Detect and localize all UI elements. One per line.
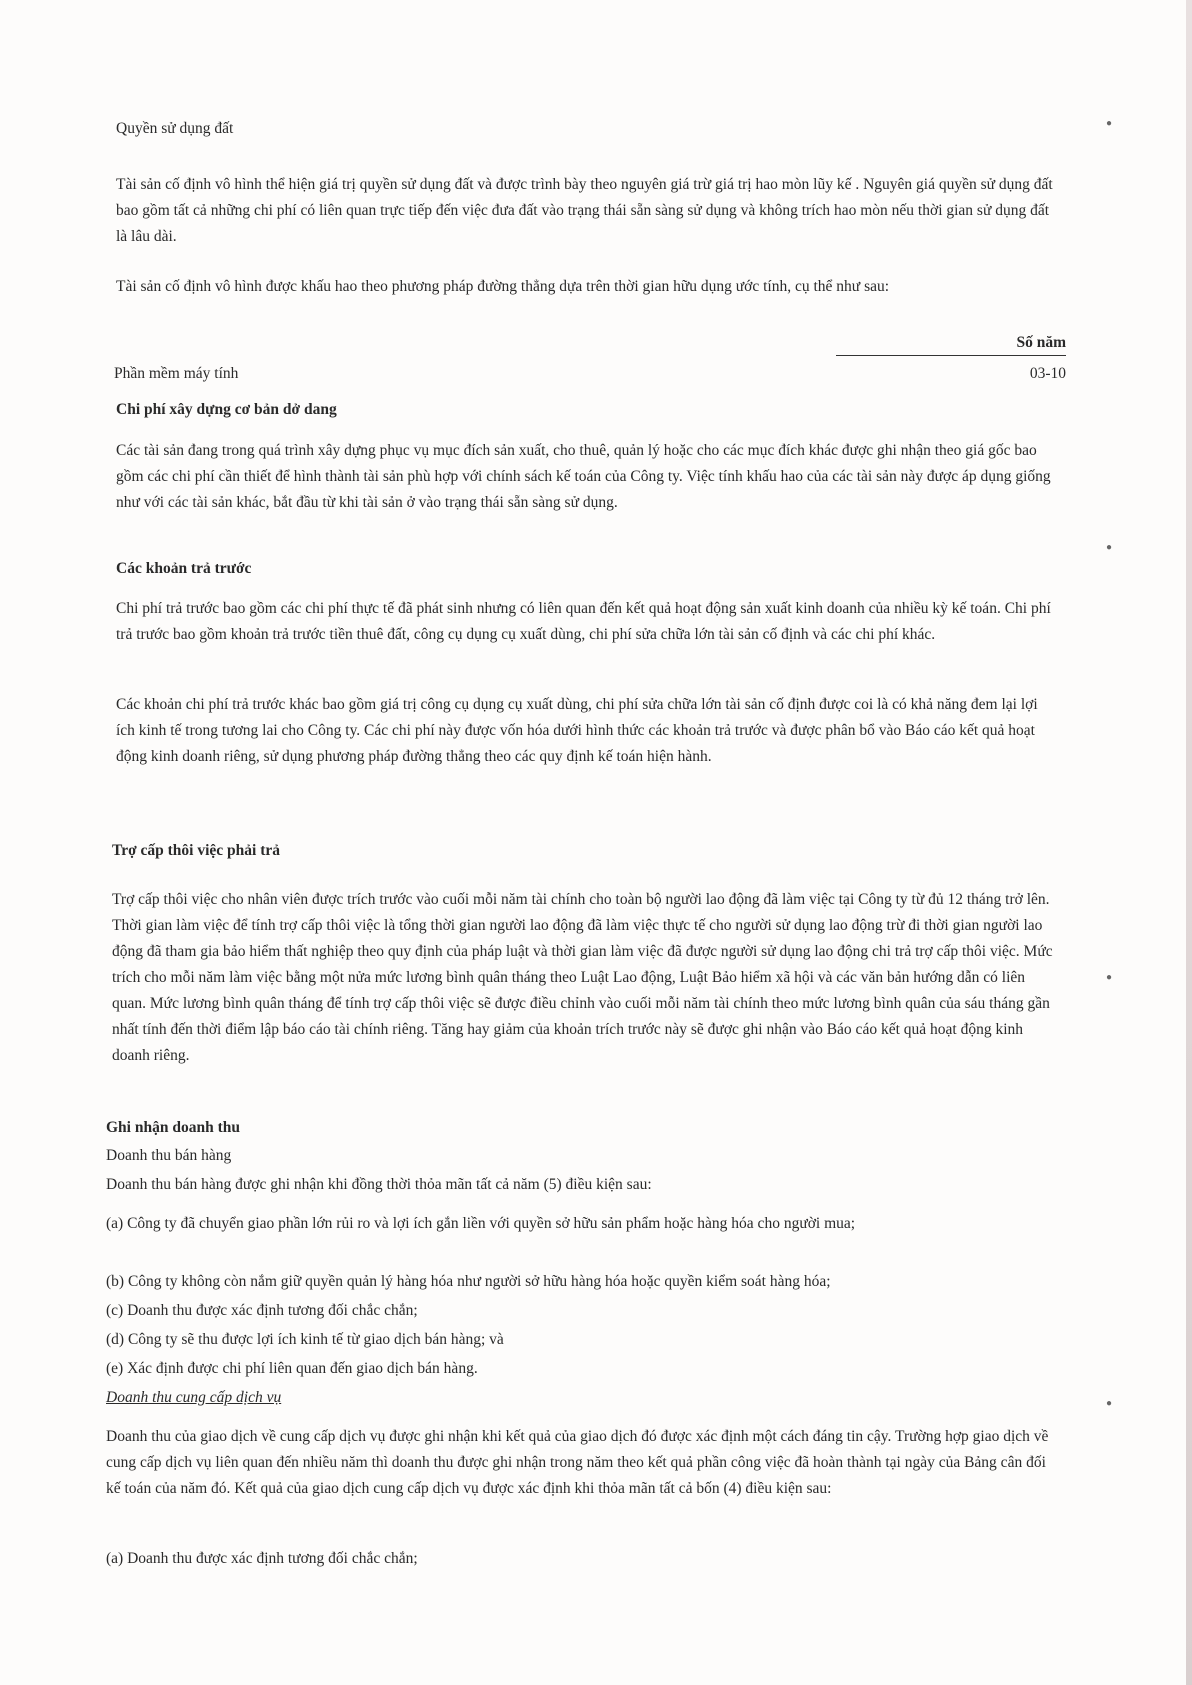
sales-condition-d: (d) Công ty sẽ thu được lợi ích kinh tế từ giao dịch bán hàng; và [106, 1331, 504, 1348]
margin-dot: ● [1105, 542, 1112, 553]
sales-condition-e: (e) Xác định được chi phí liên quan đến giao dịch bán hàng. [106, 1360, 478, 1377]
margin-dot: ● [1105, 1398, 1112, 1409]
software-label: Phần mềm máy tính [114, 365, 239, 382]
page-edge [1186, 0, 1192, 1685]
sales-intro: Doanh thu bán hàng được ghi nhận khi đồng thời thỏa mãn tất cả năm (5) điều kiện sau: [106, 1176, 652, 1193]
years-column-header: Số năm [836, 334, 1066, 356]
sales-condition-a: (a) Công ty đã chuyển giao phần lớn rủi ro và lợi ích gắn liền với quyền sở hữu sản phẩm hoặc hàng hóa cho người mua; [106, 1215, 856, 1232]
construction-paragraph: Các tài sản đang trong quá trình xây dựng phục vụ mục đích sản xuất, cho thuê, quản lý hoặc cho các mục đích khác được ghi nhận theo giá gốc bao gồm các chi phí cần thiết để hình thành tài sản phù hợp với chính sách kế toán của Công ty. Việc tính khấu hao của các tài sản này được áp dụng giống như với các tài sản khác, bắt đầu từ khi tài sản ở vào trạng thái sẵn sàng sử dụng. [116, 442, 1051, 511]
software-years: 03-10 [1029, 365, 1066, 382]
sales-condition-c: (c) Doanh thu được xác định tương đối chắc chắn; [106, 1302, 418, 1319]
construction-heading: Chi phí xây dựng cơ bản dở dang [116, 401, 337, 418]
severance-paragraph: Trợ cấp thôi việc cho nhân viên được trích trước vào cuối mỗi năm tài chính cho toàn bộ người lao động đã làm việc tại Công ty từ đủ 12 tháng trở lên. Thời gian làm việc để tính trợ cấp thôi việc là tổng thời gian người lao động đã làm việc thực tế cho người sử dụng lao động trừ đi thời gian người lao động đã tham gia bảo hiểm thất nghiệp theo quy định của pháp luật và thời gian làm việc đã được người sử dụng lao động chi trả trợ cấp thôi việc. Mức trích cho mỗi năm làm việc bằng một nửa mức lương bình quân tháng theo Luật Lao động, Luật Bảo hiểm xã hội và các văn bản hướng dẫn có liên quan. Mức lương bình quân tháng để tính trợ cấp thôi việc sẽ được điều chỉnh vào cuối mỗi năm tài chính theo mức lương bình quân của sáu tháng gần nhất tính đến thời điểm lập báo cáo tài chính riêng. Tăng hay giảm của khoản trích trước này sẽ được ghi nhận vào Báo cáo kết quả hoạt động kinh doanh riêng. [112, 891, 1053, 1064]
land-use-heading: Quyền sử dụng đất [116, 120, 234, 137]
service-paragraph: Doanh thu của giao dịch về cung cấp dịch vụ được ghi nhận khi kết quả của giao dịch đó được xác định một cách đáng tin cậy. Trường hợp giao dịch về cung cấp dịch vụ liên quan đến nhiều năm thì doanh thu được ghi nhận trong năm theo kết quả phần công việc đã hoàn thành tại ngày của Bảng cân đối kế toán của năm đó. Kết quả của giao dịch cung cấp dịch vụ được xác định khi thỏa mãn tất cả bốn (4) điều kiện sau: [106, 1428, 1049, 1497]
sales-subheading: Doanh thu bán hàng [106, 1147, 232, 1164]
severance-heading: Trợ cấp thôi việc phải trả [112, 842, 281, 859]
land-use-paragraph-2: Tài sản cố định vô hình được khấu hao theo phương pháp đường thẳng dựa trên thời gian hữu dụng ước tính, cụ thể như sau: [116, 278, 890, 295]
land-use-paragraph-1: Tài sản cố định vô hình thể hiện giá trị quyền sử dụng đất và được trình bày theo nguyên giá trừ giá trị hao mòn lũy kế . Nguyên giá quyền sử dụng đất bao gồm tất cả những chi phí có liên quan trực tiếp đến việc đưa đất vào trạng thái sẵn sàng sử dụng và không trích hao mòn nếu thời gian sử dụng đất là lâu dài. [116, 176, 1053, 245]
revenue-heading: Ghi nhận doanh thu [106, 1119, 240, 1136]
service-condition-a: (a) Doanh thu được xác định tương đối chắc chắn; [106, 1550, 418, 1567]
prepaid-heading: Các khoản trả trước [116, 560, 252, 577]
sales-condition-b: (b) Công ty không còn nắm giữ quyền quản lý hàng hóa như người sở hữu hàng hóa hoặc quyền kiểm soát hàng hóa; [106, 1273, 831, 1290]
software-row [114, 365, 1066, 383]
prepaid-paragraph-1: Chi phí trả trước bao gồm các chi phí thực tế đã phát sinh nhưng có liên quan đến kết quả hoạt động sản xuất kinh doanh của nhiều kỳ kế toán. Chi phí trả trước bao gồm khoản trả trước tiền thuê đất, công cụ dụng cụ xuất dùng, chi phí sửa chữa lớn tài sản cố định và các chi phí khác. [116, 600, 1051, 643]
service-subheading: Doanh thu cung cấp dịch vụ [106, 1389, 282, 1406]
margin-dot: ● [1105, 972, 1112, 983]
prepaid-paragraph-2: Các khoản chi phí trả trước khác bao gồm giá trị công cụ dụng cụ xuất dùng, chi phí sửa chữa lớn tài sản cố định được coi là có khả năng đem lại lợi ích kinh tế trong tương lai cho Công ty. Các chi phí này được vốn hóa dưới hình thức các khoản trả trước và được phân bổ vào Báo cáo kết quả hoạt động kinh doanh riêng, sử dụng phương pháp đường thẳng theo các quy định kế toán hiện hành. [116, 696, 1038, 765]
margin-dot: ● [1105, 118, 1112, 129]
